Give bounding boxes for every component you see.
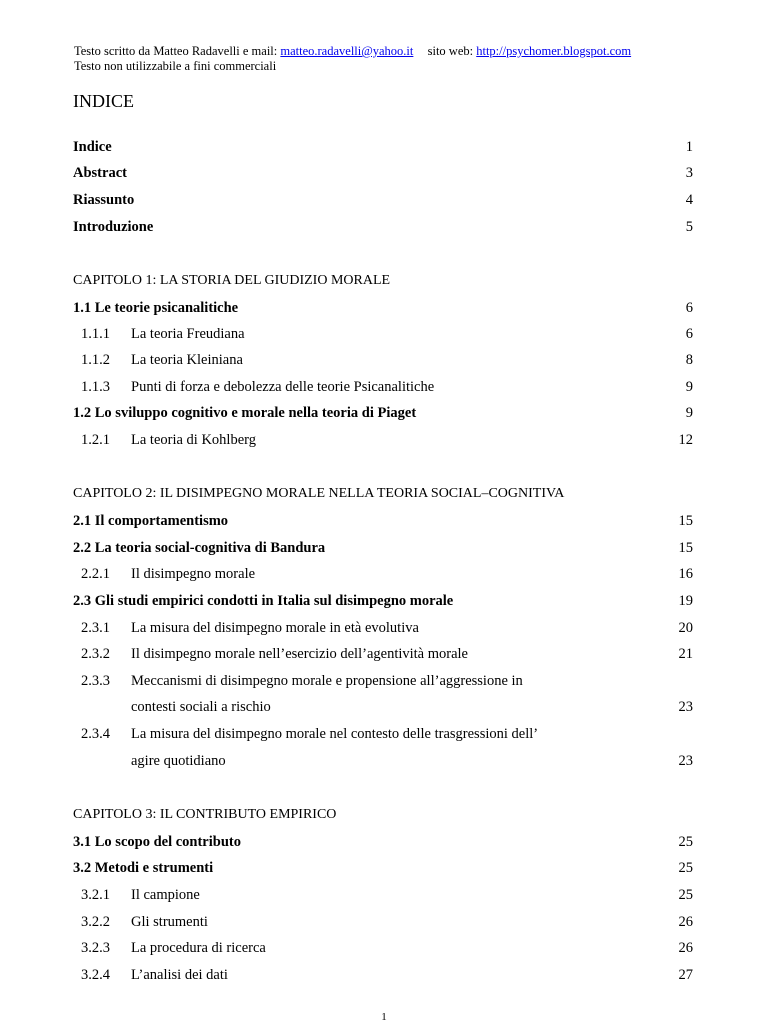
toc-entry-page: 6: [685, 326, 693, 342]
website-link[interactable]: http://psychomer.blogspot.com: [476, 44, 632, 58]
toc-entry: [73, 403, 693, 423]
toc-entry: [73, 724, 693, 744]
toc-entry-page: 9: [685, 405, 693, 421]
toc-entry-page: 3: [685, 165, 693, 181]
toc-entry-page: 25: [678, 860, 693, 876]
email-link[interactable]: matteo.radavelli@yahoo.it: [280, 44, 414, 58]
toc-entry-title: Riassunto: [73, 192, 135, 208]
toc-entry: [73, 377, 693, 397]
toc-entry-title: La misura del disimpegno morale in età evolutiva: [131, 620, 419, 636]
toc-entry-title: Indice: [73, 139, 112, 155]
toc-entry-title: Introduzione: [73, 219, 154, 235]
toc-entry-number: 2.3.4: [81, 726, 110, 742]
toc-entry-number: 3.2.1: [81, 887, 110, 903]
site-label: sito web:: [427, 44, 474, 58]
toc-entry-title: 2.2 La teoria social-cognitiva di Bandura: [73, 540, 326, 556]
toc-entry-number: 3.2.4: [81, 967, 110, 983]
toc-entry-number: 3.2.3: [81, 940, 110, 956]
toc-entry-title: contesti sociali a rischio: [131, 699, 271, 715]
index-title: INDICE: [73, 91, 134, 111]
toc-entry: [73, 538, 693, 558]
toc-entry: [73, 832, 693, 852]
toc-entry-title: CAPITOLO 3: IL CONTRIBUTO EMPIRICO: [73, 807, 337, 822]
toc-entry-page: 1: [685, 139, 693, 155]
toc-entry-page: 25: [678, 887, 693, 903]
toc-entry-number: 2.2.1: [81, 566, 110, 582]
toc-chapter-heading: [73, 805, 693, 825]
toc-entry-page: 21: [678, 646, 693, 662]
toc-entry-page: 15: [678, 513, 693, 529]
toc-entry-page: 9: [685, 379, 693, 395]
header-author: Testo scritto da Matteo Radavelli e mail:: [74, 44, 278, 58]
toc-entry-page: 27: [678, 967, 693, 983]
toc-entry-page: 25: [678, 834, 693, 850]
toc-chapter-heading: [73, 271, 693, 291]
toc-entry-number: 3.2.2: [81, 914, 110, 930]
toc-entry: [73, 938, 693, 958]
toc-entry-title: La procedura di ricerca: [131, 940, 266, 956]
header-line-2: Testo non utilizzabile a fini commerciali: [74, 59, 277, 73]
toc-entry: [73, 324, 693, 344]
toc-entry-title: La teoria Kleiniana: [131, 352, 243, 368]
toc-entry-page: 26: [678, 940, 693, 956]
page-number: 1: [381, 1011, 387, 1023]
toc-entry-page: 6: [685, 300, 693, 316]
toc-entry: [73, 858, 693, 878]
toc-entry-page: 15: [678, 540, 693, 556]
toc-entry-number: 1.1.1: [81, 326, 110, 342]
toc-entry-number: 2.3.2: [81, 646, 110, 662]
toc-entry-page: 23: [678, 699, 693, 715]
header-line-1: [74, 44, 631, 59]
page-header: [74, 44, 631, 74]
toc-entry-page: 19: [678, 593, 693, 609]
toc-entry-title: La misura del disimpegno morale nel contesto delle trasgressioni dell’: [131, 726, 539, 742]
toc-entry-title: 1.2 Lo sviluppo cognitivo e morale nella teoria di Piaget: [73, 405, 417, 421]
toc-entry-title: La teoria di Kohlberg: [131, 432, 256, 448]
toc-entry-title: Il disimpegno morale: [131, 566, 256, 582]
toc-entry-page: 26: [678, 914, 693, 930]
toc-entry: [73, 671, 693, 691]
toc-entry: [73, 618, 693, 638]
toc-entry: [73, 163, 693, 183]
toc-entry: [73, 912, 693, 932]
toc-entry: [73, 190, 693, 210]
toc-entry-title: CAPITOLO 1: LA STORIA DEL GIUDIZIO MORALE: [73, 273, 391, 288]
toc-entry-title: Punti di forza e debolezza delle teorie Psicanalitiche: [131, 379, 435, 395]
toc-entry: [73, 511, 693, 531]
toc-entry-title: 1.1 Le teorie psicanalitiche: [73, 300, 239, 316]
toc-entry: [73, 350, 693, 370]
toc-entry-title: 3.1 Lo scopo del contributo: [73, 834, 241, 850]
toc-entry: [73, 430, 693, 450]
toc-entry-title: agire quotidiano: [131, 753, 226, 769]
toc-entry: [73, 564, 693, 584]
toc-entry-page: 5: [685, 219, 693, 235]
toc-entry-number: 2.3.3: [81, 673, 110, 689]
toc-entry: [73, 885, 693, 905]
toc-chapter-heading: [73, 484, 693, 504]
toc-entry-title: 2.1 Il comportamentismo: [73, 513, 229, 529]
toc-entry-title: La teoria Freudiana: [131, 326, 245, 342]
toc-entry-page: 23: [678, 753, 693, 769]
toc-entry-page: 16: [678, 566, 693, 582]
toc-entry-title: L’analisi dei dati: [131, 967, 228, 983]
toc-entry: [73, 644, 693, 664]
toc-entry-title: Il campione: [131, 887, 200, 903]
toc-entry: [73, 751, 693, 771]
toc-entry-title: Meccanismi di disimpegno morale e propensione all’aggressione in: [131, 673, 523, 689]
toc-entry-page: 8: [685, 352, 693, 368]
toc-entry-title: CAPITOLO 2: IL DISIMPEGNO MORALE NELLA TEORIA SOCIAL–COGNITIVA: [73, 486, 565, 501]
toc-entry: [73, 217, 693, 237]
toc-entry-page: 12: [678, 432, 693, 448]
toc-entry: [73, 591, 693, 611]
toc-entry-number: 1.1.3: [81, 379, 110, 395]
toc-entry-page: 4: [685, 192, 693, 208]
toc-entry-title: 3.2 Metodi e strumenti: [73, 860, 214, 876]
toc-entry-number: 2.3.1: [81, 620, 110, 636]
toc-entry-title: Abstract: [73, 165, 127, 181]
toc-entry-number: 1.1.2: [81, 352, 110, 368]
toc-entry: [73, 697, 693, 717]
toc-entry-number: 1.2.1: [81, 432, 110, 448]
toc-entry-title: Il disimpegno morale nell’esercizio dell’agentività morale: [131, 646, 468, 662]
toc-entry-title: Gli strumenti: [131, 914, 208, 930]
toc-entry-title: 2.3 Gli studi empirici condotti in Italia sul disimpegno morale: [73, 593, 454, 609]
toc-entry: [73, 298, 693, 318]
toc-entry: [73, 965, 693, 985]
toc-entry: [73, 137, 693, 157]
toc-entry-page: 20: [678, 620, 693, 636]
